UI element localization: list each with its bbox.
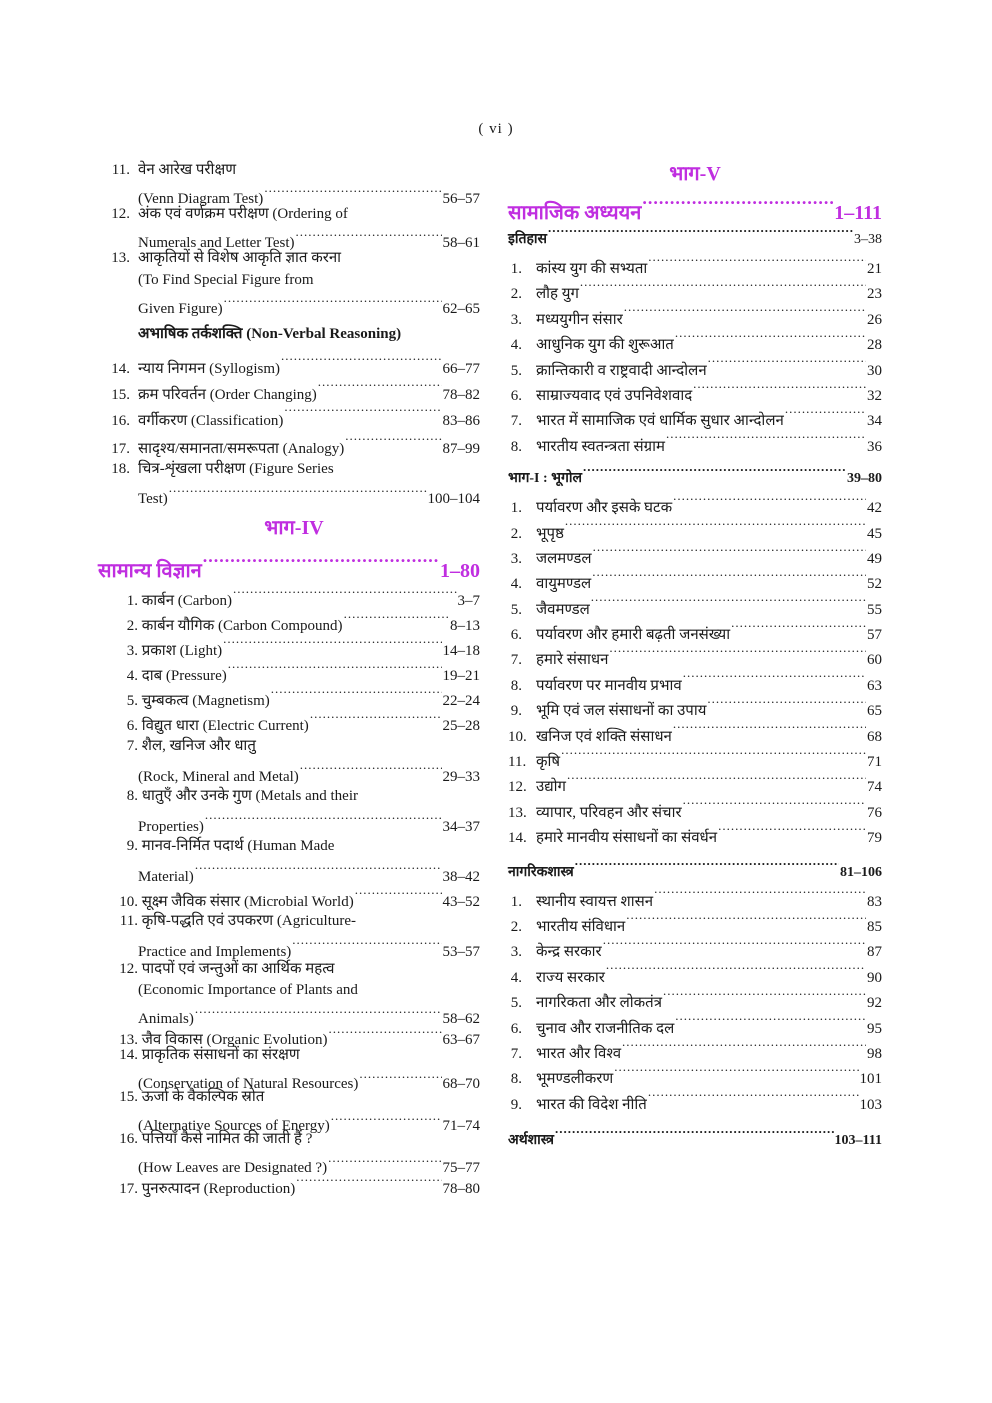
entry-pages: 43–52 — [442, 894, 480, 911]
leader-dots — [675, 1011, 866, 1033]
entry-number: 14. — [119, 1047, 138, 1064]
entry-title-line3: Animals) — [138, 1011, 194, 1028]
entry-number: 3. — [126, 643, 138, 660]
entry-title: दाब (Pressure) — [141, 668, 227, 685]
leader-dots — [555, 1122, 834, 1144]
entry-number: 4. — [126, 668, 138, 685]
entry-number: 13. — [508, 804, 527, 821]
geography-heading[interactable] — [508, 460, 882, 487]
history-heading[interactable] — [508, 221, 882, 247]
leader-dots — [228, 658, 442, 680]
toc-entry[interactable] — [108, 1129, 480, 1177]
entry-number: 11. — [119, 913, 138, 930]
entry-number: 12. — [119, 961, 138, 978]
entry-pages: 87–99 — [442, 441, 480, 457]
leader-dots — [318, 377, 442, 399]
entry-title: साम्राज्यवाद एवं उपनिवेशवाद — [536, 387, 693, 404]
section-title-text: सामान्य विज्ञान — [98, 560, 202, 582]
entry-pages: 83 — [867, 893, 882, 910]
leader-dots — [331, 1108, 442, 1130]
leader-dots — [575, 854, 839, 876]
entry-number: 2. — [510, 286, 522, 303]
entry-title: हमारे मानवीय संसाधनों का संवर्धन — [536, 830, 718, 847]
entry-pages: 98 — [867, 1045, 882, 1062]
general-science-list — [108, 583, 480, 1197]
leader-dots — [205, 809, 442, 831]
entry-title-english: (Venn Diagram Test) — [138, 191, 264, 207]
toc-entry-16[interactable] — [108, 403, 480, 431]
entry-pages: 30 — [867, 362, 882, 379]
entry-number: 6. — [510, 1020, 522, 1037]
leader-dots — [345, 431, 441, 453]
entry-number: 14. — [111, 361, 130, 377]
entry-pages: 55 — [867, 601, 882, 618]
entry-number: 7. — [510, 1045, 522, 1062]
entry-pages: 23 — [867, 286, 882, 303]
leader-dots — [606, 960, 866, 982]
entry-title: प्रकाश (Light) — [141, 643, 223, 660]
entry-number: 7. — [126, 737, 138, 754]
entry-title: वर्गीकरण (Classification) — [138, 413, 284, 429]
toc-entry[interactable] — [108, 1045, 480, 1093]
section-title-text: सामाजिक अध्ययन — [508, 202, 642, 224]
leader-dots — [281, 351, 441, 373]
entry-title: केन्द्र सरकार — [536, 944, 602, 961]
entry-pages: 78–82 — [442, 387, 480, 403]
entry-number: 17. — [119, 1181, 138, 1198]
entry-title-line1: मानव-निर्मित पदार्थ (Human Made — [141, 837, 335, 854]
group-pages: 103–111 — [834, 1133, 882, 1149]
leader-dots — [603, 934, 866, 956]
leader-dots — [223, 633, 441, 655]
entry-number: 1. — [510, 261, 522, 277]
leader-dots — [567, 769, 866, 791]
leader-dots — [592, 566, 866, 588]
entry-pages: 103 — [859, 1096, 882, 1113]
entry-title: पुनरुत्पादन (Reproduction) — [141, 1181, 296, 1198]
entry-title: भूपृष्ठ — [536, 525, 564, 542]
entry-title-line2: (To Find Special Figure from — [138, 272, 314, 288]
leader-dots — [718, 820, 866, 842]
leader-dots — [675, 327, 866, 349]
entry-number: 1. — [510, 893, 522, 910]
leader-dots — [264, 181, 441, 203]
group-pages: 81–106 — [840, 864, 882, 880]
toc-entry-13[interactable] — [108, 247, 480, 317]
entry-pages: 75–77 — [442, 1160, 480, 1177]
entry-number: 12. — [508, 779, 527, 796]
leader-dots — [328, 1022, 441, 1044]
leader-dots — [731, 617, 866, 639]
entry-pages: 74 — [867, 779, 882, 796]
leader-dots — [708, 353, 866, 375]
left-column — [98, 159, 480, 1198]
section-pages: 1–80 — [440, 560, 480, 582]
leader-dots — [707, 693, 866, 715]
entry-number: 8. — [510, 1071, 522, 1088]
entry-pages: 76 — [867, 804, 882, 821]
leader-dots — [624, 302, 866, 324]
entry-title-line2: (Alternative Sources of Energy) — [138, 1118, 330, 1135]
entry-title-line2: Material) — [138, 869, 194, 886]
entry-number: 3. — [510, 944, 522, 961]
entry-title: कार्बन (Carbon) — [141, 593, 232, 609]
entry-number: 1. — [510, 500, 522, 517]
entry-title: खनिज एवं शक्ति संसाधन — [536, 728, 672, 745]
group-heading-text: अर्थशास्त्र — [508, 1133, 554, 1149]
toc-entry[interactable] — [108, 909, 480, 959]
entry-title-hindi: वेन आरेख परीक्षण — [138, 162, 237, 178]
leader-dots — [169, 481, 427, 503]
entry-title-line2: (How Leaves are Designated ?) — [138, 1160, 328, 1177]
entry-pages: 85 — [867, 918, 882, 935]
entry-pages: 45 — [867, 525, 882, 542]
entry-title: राज्य सरकार — [536, 969, 605, 986]
entry-pages: 49 — [867, 550, 882, 567]
entry-number: 2. — [126, 618, 138, 635]
entry-number: 11. — [111, 162, 130, 178]
entry-number: 8. — [510, 438, 522, 455]
entry-pages: 52 — [867, 576, 882, 593]
entry-pages: 14–18 — [442, 643, 480, 660]
leader-dots — [614, 1061, 858, 1083]
leader-dots — [195, 859, 442, 881]
entry-number: 4. — [510, 337, 522, 354]
entry-number: 15. — [111, 387, 130, 403]
geography-list — [508, 490, 882, 845]
entry-pages: 38–42 — [442, 869, 480, 886]
entry-title: आधुनिक युग की शुरूआत — [536, 337, 674, 354]
leader-dots — [271, 683, 442, 705]
entry-pages: 34–37 — [442, 818, 480, 835]
entry-number: 16. — [119, 1131, 138, 1148]
entry-pages: 19–21 — [442, 668, 480, 685]
entry-title-line2: Practice and Implements) — [138, 944, 292, 961]
entry-number: 15. — [119, 1089, 138, 1106]
group-heading-text: इतिहास — [508, 232, 548, 247]
social-studies-section-title[interactable] — [508, 189, 882, 224]
entry-number: 4. — [510, 969, 522, 986]
toc-entry[interactable] — [508, 490, 882, 515]
entry-number: 7. — [510, 413, 522, 430]
entry-title: पर्यावरण और हमारी बढ़ती जनसंख्या — [536, 627, 731, 644]
entry-title: उद्योग — [536, 779, 567, 796]
history-list — [508, 251, 882, 454]
entry-title-line1: अंक एवं वर्णक्रम परीक्षण (Ordering of — [138, 206, 348, 222]
entry-title-line1: आकृतियों से विशेष आकृति ज्ञात करना — [138, 250, 342, 266]
entry-number: 5. — [126, 693, 138, 710]
entry-title: नागरिकता और लोकतंत्र — [536, 995, 663, 1012]
entry-number: 8. — [510, 677, 522, 694]
entry-title-line3: Given Figure) — [138, 301, 223, 317]
toc-entry-12[interactable] — [108, 203, 480, 251]
general-science-section-title[interactable] — [98, 547, 480, 582]
entry-number: 10. — [119, 894, 138, 911]
toc-entry[interactable] — [108, 583, 480, 608]
toc-entry[interactable] — [508, 516, 882, 541]
entry-number: 6. — [510, 627, 522, 644]
leader-dots — [195, 1001, 442, 1023]
entry-number: 7. — [510, 652, 522, 669]
right-column — [508, 159, 882, 1149]
entry-number: 4. — [510, 576, 522, 593]
entry-pages: 63–67 — [442, 1032, 480, 1049]
entry-title: पर्यावरण और इसके घटक — [536, 500, 673, 517]
toc-entry[interactable] — [508, 251, 882, 276]
entry-pages: 32 — [867, 387, 882, 404]
entry-pages: 78–80 — [442, 1181, 480, 1198]
entry-title-line1: धातुएँ और उनके गुण (Metals and their — [141, 787, 359, 804]
entry-number: 13. — [111, 250, 130, 266]
leader-dots — [296, 1171, 441, 1193]
leader-dots — [683, 795, 866, 817]
entry-number: 10. — [508, 728, 527, 745]
entry-pages: 3–7 — [457, 593, 480, 609]
entry-title: जैवमण्डल — [536, 601, 590, 618]
entry-pages: 60 — [867, 652, 882, 669]
leader-dots — [673, 490, 866, 512]
entry-number: 17. — [111, 441, 130, 457]
entry-pages: 25–28 — [442, 718, 480, 735]
entry-title: भारत और विश्व — [536, 1045, 622, 1062]
entry-title-line1: प्राकृतिक संसाधनों का संरक्षण — [141, 1047, 300, 1064]
entry-title: व्यापार, परिवहन और संचार — [536, 804, 682, 821]
leader-dots — [673, 719, 866, 741]
entry-pages: 66–77 — [442, 361, 480, 377]
entry-pages: 83–86 — [442, 413, 480, 429]
leader-dots — [296, 225, 442, 247]
entry-number: 5. — [510, 362, 522, 379]
toc-entry[interactable] — [508, 884, 882, 909]
leader-dots — [683, 668, 866, 690]
entry-title: पर्यावरण पर मानवीय प्रभाव — [536, 677, 682, 694]
entry-pages: 68–70 — [442, 1076, 480, 1093]
entry-pages: 29–33 — [442, 768, 480, 785]
entry-number: 2. — [510, 525, 522, 542]
entry-title: वायुमण्डल — [536, 576, 592, 593]
toc-entry[interactable] — [108, 734, 480, 784]
entry-pages: 21 — [867, 261, 882, 277]
leader-dots — [328, 1150, 441, 1172]
toc-entry[interactable] — [508, 744, 882, 769]
entry-title: क्रान्तिकारी व राष्ट्रवादी आन्दोलन — [536, 362, 707, 379]
group-heading-text: नागरिकशास्त्र — [508, 864, 574, 880]
entry-number: 3. — [510, 311, 522, 328]
entry-pages: 8–13 — [450, 618, 480, 635]
entry-title: चुम्बकत्व (Magnetism) — [141, 693, 270, 710]
entry-pages: 36 — [867, 438, 882, 455]
entry-number: 3. — [510, 550, 522, 567]
entry-pages: 34 — [867, 413, 882, 430]
part-iv-title: भाग-IV — [264, 517, 324, 539]
entry-title-line2: Test) — [138, 491, 168, 507]
entry-title: क्रम परिवर्तन (Order Changing) — [138, 387, 317, 403]
entry-number: 2. — [510, 918, 522, 935]
leader-dots — [561, 744, 866, 766]
leader-dots — [785, 403, 866, 425]
civics-heading[interactable] — [508, 854, 882, 880]
entry-title-line1: शैल, खनिज और धातु — [141, 737, 256, 754]
leader-dots — [359, 1066, 441, 1088]
group-heading-text: भाग-I : भूगोल — [508, 471, 582, 487]
entry-pages: 71 — [867, 754, 882, 771]
group-pages: 39–80 — [847, 471, 882, 487]
leader-dots — [233, 583, 457, 605]
entry-title: भूमण्डलीकरण — [536, 1071, 614, 1088]
entry-title: लौह युग — [536, 286, 579, 303]
entry-title: कांस्य युग की सभ्यता — [536, 261, 648, 277]
entry-number: 9. — [126, 837, 138, 854]
entry-pages: 95 — [867, 1020, 882, 1037]
leader-dots — [642, 189, 833, 219]
entry-number: 9. — [510, 1096, 522, 1113]
entry-number: 12. — [111, 206, 130, 222]
leader-dots — [344, 608, 449, 630]
entry-number: 14. — [508, 830, 527, 847]
entry-title: जैव विकास (Organic Evolution) — [141, 1032, 328, 1049]
leader-dots — [292, 934, 441, 956]
section-pages: 1–111 — [834, 202, 882, 224]
entry-pages: 101 — [859, 1071, 882, 1088]
entry-title: विद्युत धारा (Electric Current) — [141, 718, 309, 735]
entry-title: न्याय निगमन (Syllogism) — [138, 361, 281, 377]
entry-number: 5. — [510, 995, 522, 1012]
entry-pages: 42 — [867, 500, 882, 517]
entry-title-line2: Numerals and Letter Test) — [138, 235, 295, 251]
entry-number: 8. — [126, 787, 138, 804]
leader-dots — [654, 884, 866, 906]
leader-dots — [300, 759, 442, 781]
entry-title: सादृश्य/समानता/समरूपता (Analogy) — [138, 441, 345, 457]
leader-dots — [583, 460, 846, 482]
entry-title-line2: (Economic Importance of Plants and — [138, 982, 358, 999]
entry-pages: 68 — [867, 728, 882, 745]
leader-dots — [609, 642, 866, 664]
entry-title-line1: पादपों एवं जन्तुओं का आर्थिक महत्व — [141, 961, 335, 978]
entry-pages: 28 — [867, 337, 882, 354]
entry-title: कार्बन यौगिक (Carbon Compound) — [141, 618, 343, 635]
leader-dots — [622, 1036, 866, 1058]
leader-dots — [648, 1087, 859, 1109]
entry-title: कृषि — [536, 754, 561, 771]
entry-pages: 90 — [867, 969, 882, 986]
leader-dots — [224, 291, 442, 313]
toc-entry[interactable] — [108, 784, 480, 834]
entry-pages: 92 — [867, 995, 882, 1012]
entry-pages: 63 — [867, 677, 882, 694]
entry-title-line1: कृषि-पद्धति एवं उपकरण (Agriculture- — [141, 913, 357, 930]
economics-heading[interactable] — [508, 1122, 882, 1149]
entry-number: 16. — [111, 413, 130, 429]
entry-title: स्थानीय स्वायत्त शासन — [536, 893, 654, 910]
leader-dots — [666, 429, 866, 451]
entry-title-line2: (Rock, Mineral and Metal) — [138, 768, 299, 785]
entry-number: 11. — [508, 754, 527, 771]
entry-pages: 56–57 — [442, 191, 480, 207]
entry-pages: 58–62 — [442, 1011, 480, 1028]
entry-number: 5. — [510, 601, 522, 618]
entry-title: हमारे संसाधन — [536, 652, 609, 669]
entry-title-line2: (Conservation of Natural Resources) — [138, 1076, 359, 1093]
entry-pages: 26 — [867, 311, 882, 328]
leader-dots — [648, 251, 866, 273]
leader-dots — [310, 708, 442, 730]
toc-entry[interactable] — [108, 959, 480, 1028]
entry-title: भारतीय संविधान — [536, 918, 626, 935]
entry-number: 18. — [111, 461, 130, 477]
entry-title: भूमि एवं जल संसाधनों का उपाय — [536, 703, 707, 720]
entry-title-line1: पत्तियाँ कैसे नामित की जाती हैं ? — [141, 1131, 313, 1148]
entry-pages: 58–61 — [442, 235, 480, 251]
nonverbal-reasoning-heading: अभाषिक तर्कशक्ति (Non-Verbal Reasoning) — [138, 326, 402, 342]
entry-title-line1: ऊर्जा के वैकल्पिक स्रोत — [141, 1089, 265, 1106]
leader-dots — [203, 547, 439, 577]
toc-entry[interactable] — [508, 541, 882, 566]
entry-pages: 62–65 — [442, 301, 480, 317]
leader-dots — [580, 276, 866, 298]
entry-pages: 57 — [867, 627, 882, 644]
part-v-title: भाग-V — [669, 163, 721, 185]
civics-list — [508, 884, 882, 1113]
entry-pages: 71–74 — [442, 1118, 480, 1135]
entry-pages: 87 — [867, 944, 882, 961]
entry-title: चुनाव और राजनीतिक दल — [536, 1020, 675, 1037]
leader-dots — [548, 221, 853, 243]
toc-entry[interactable] — [508, 769, 882, 794]
toc-entry[interactable] — [108, 834, 480, 884]
leader-dots — [626, 909, 866, 931]
entry-pages: 22–24 — [442, 693, 480, 710]
entry-title: सूक्ष्म जैविक संसार (Microbial World) — [141, 894, 354, 911]
entry-title-line1: चित्र-शृंखला परीक्षण (Figure Series — [138, 461, 334, 477]
leader-dots — [693, 378, 866, 400]
entry-pages: 79 — [867, 830, 882, 847]
entry-number: 1. — [126, 593, 138, 609]
group-pages: 3–38 — [854, 232, 882, 247]
entry-title-line2: Properties) — [138, 818, 204, 835]
leader-dots — [593, 541, 866, 563]
leader-dots — [591, 592, 866, 614]
entry-pages: 53–57 — [442, 944, 480, 961]
leader-dots — [355, 884, 442, 906]
toc-entry-11[interactable] — [108, 159, 480, 207]
entry-title: जलमण्डल — [536, 550, 592, 567]
entry-number: 13. — [119, 1032, 138, 1049]
entry-pages: 100–104 — [427, 491, 480, 507]
leader-dots — [663, 985, 866, 1007]
entry-title: भारत की विदेश नीति — [536, 1096, 647, 1113]
entry-title: भारतीय स्वतन्त्रता संग्राम — [536, 438, 665, 455]
page-number: ( vi ) — [478, 121, 514, 137]
entry-number: 6. — [126, 718, 138, 735]
leader-dots — [565, 516, 866, 538]
toc-entry-18[interactable] — [108, 457, 480, 507]
entry-number: 6. — [510, 387, 522, 404]
entry-title: भारत में सामाजिक एवं धार्मिक सुधार आन्दोलन — [536, 413, 784, 430]
entry-pages: 65 — [867, 703, 882, 720]
leader-dots — [284, 403, 441, 425]
entry-number: 9. — [510, 703, 522, 720]
entry-title: मध्ययुगीन संसार — [536, 311, 623, 328]
toc-entry-14[interactable] — [108, 351, 480, 377]
